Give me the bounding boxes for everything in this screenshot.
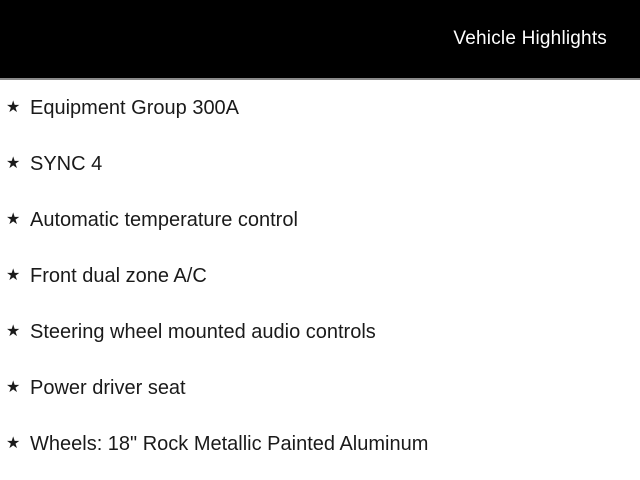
list-item-label: Front dual zone A/C xyxy=(30,264,207,287)
header-bar xyxy=(0,0,640,80)
star-icon: ★ xyxy=(6,267,21,284)
list-item xyxy=(6,192,640,248)
list-item xyxy=(6,360,640,416)
list-item xyxy=(6,136,640,192)
star-icon: ★ xyxy=(6,435,21,452)
list-item-label: Steering wheel mounted audio controls xyxy=(30,320,376,343)
list-item xyxy=(6,248,640,304)
list-item-label: Power driver seat xyxy=(30,376,186,399)
list-item xyxy=(6,304,640,360)
list-item xyxy=(6,416,640,472)
star-icon: ★ xyxy=(6,155,21,172)
star-icon: ★ xyxy=(6,211,21,228)
list-item-label: Equipment Group 300A xyxy=(30,96,240,119)
page-title: Vehicle Highlights xyxy=(453,28,607,49)
list-item-label: SYNC 4 xyxy=(30,152,103,175)
list-item-label: Automatic temperature control xyxy=(30,208,298,231)
star-icon: ★ xyxy=(6,379,21,396)
star-icon: ★ xyxy=(6,99,21,116)
star-icon: ★ xyxy=(6,323,21,340)
list-item-label: Wheels: 18" Rock Metallic Painted Aluminum xyxy=(30,432,429,455)
list-item xyxy=(6,80,640,136)
highlights-list xyxy=(0,80,640,472)
